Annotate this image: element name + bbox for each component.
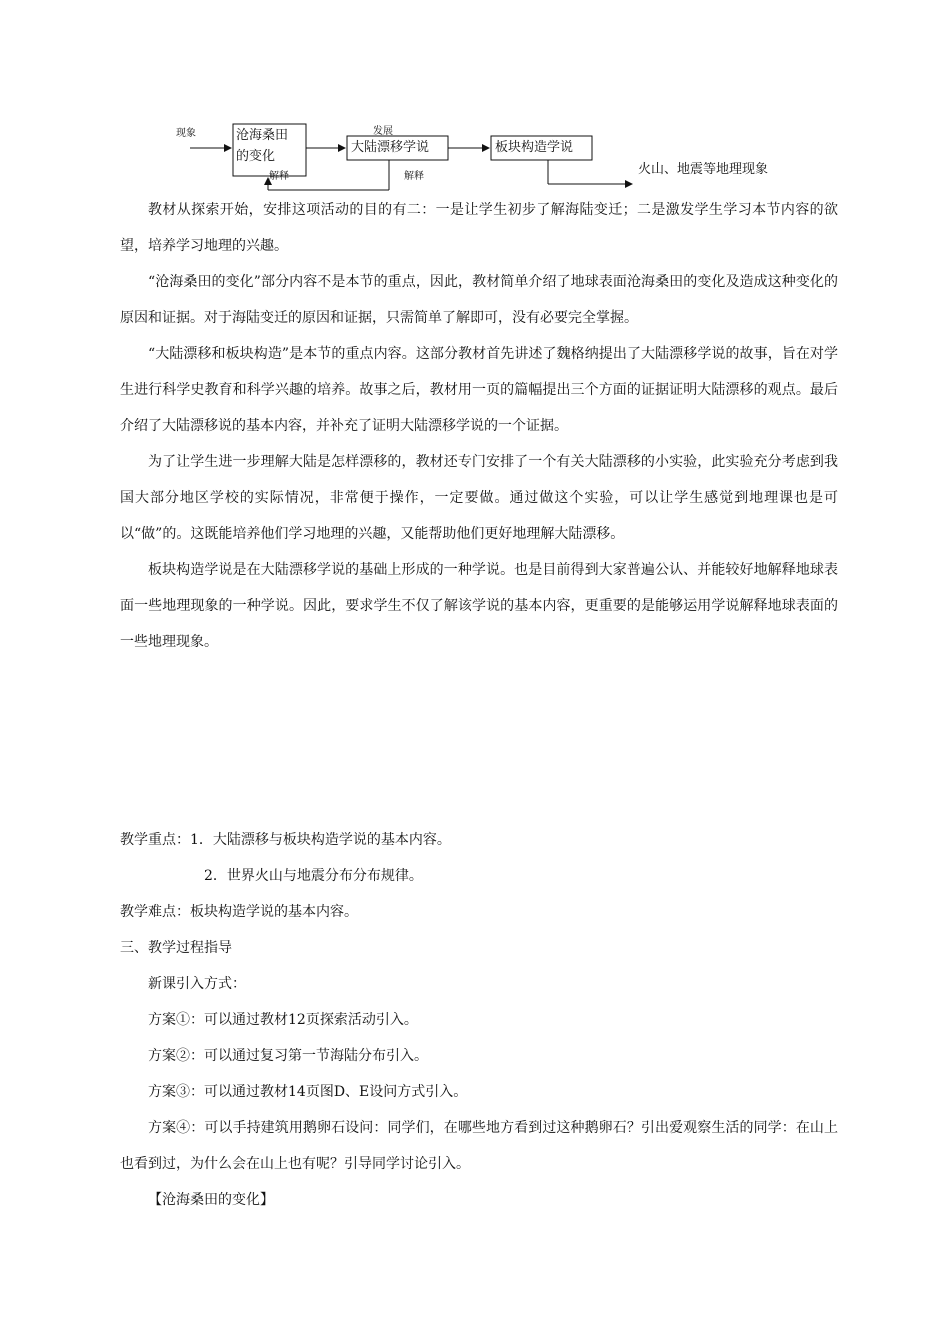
flow-diagram: [0, 0, 950, 200]
plan-4: 方案④：可以手持建筑用鹅卵石设问：同学们，在哪些地方看到过这种鹅卵石？引出爱观察生活的同学：在山上也看到过，为什么会在山上也有呢？引导同学讨论引入。: [120, 1120, 838, 1172]
paragraph-3: “大陆漂移和板块构造”是本节的重点内容。这部分教材首先讲述了魏格纳提出了大陆漂移学说的故事，旨在对学生进行科学史教育和科学兴趣的培养。故事之后，教材用一页的篇幅提出三个方面的证据证明大陆漂移的观点。最后介绍了大陆漂移说的基本内容，并补充了证明大陆漂移学说的一个证据。: [120, 346, 838, 434]
label-explain-right: 解释: [404, 171, 424, 182]
document-body: [120, 192, 838, 660]
label-explain-left: 解释: [269, 171, 289, 182]
plan-1: 方案①：可以通过教材12页探索活动引入。: [148, 1012, 418, 1028]
plan-3: 方案③：可以通过教材14页图D、E设问方式引入。: [148, 1084, 468, 1100]
key-points-1: 教学重点：1．大陆漂移与板块构造学说的基本内容。: [120, 832, 451, 848]
box-continental-drift: 大陆漂移学说: [351, 140, 430, 155]
box-change-line1: 沧海桑田: [236, 128, 289, 143]
intro-label: 新课引入方式：: [148, 976, 246, 992]
paragraph-5: 板块构造学说是在大陆漂移学说的基础上形成的一种学说。也是目前得到大家普遍公认、并能较好地解释地球表面一些地理现象的一种学说。因此，要求学生不仅了解该学说的基本内容，更重要的是能够运用学说解释地球表面的一些地理现象。: [120, 562, 838, 650]
result-phenomena: 火山、地震等地理现象: [638, 162, 769, 177]
paragraph-4: 为了让学生进一步理解大陆是怎样漂移的，教材还专门安排了一个有关大陆漂移的小实验，此实验充分考虑到我国大部分地区学校的实际情况，非常便于操作，一定要做。通过做这个实验，可以让学生感觉到地理课也是可以“做”的。这既能培养他们学习地理的兴趣，又能帮助他们更好地理解大陆漂移。: [120, 454, 838, 542]
label-develop: 发展: [373, 126, 393, 137]
difficulty: 教学难点：板块构造学说的基本内容。: [120, 904, 358, 920]
key-points-2: 2．世界火山与地震分布分布规律。: [204, 868, 423, 884]
diagram-lines: [0, 0, 950, 200]
subheading: 【沧海桑田的变化】: [148, 1192, 274, 1208]
paragraph-1: 教材从探索开始，安排这项活动的目的有二：一是让学生初步了解海陆变迁；二是激发学生学习本节内容的欲望，培养学习地理的兴趣。: [120, 202, 838, 254]
label-phenomenon: 现象: [176, 128, 196, 139]
paragraph-2: “沧海桑田的变化”部分内容不是本节的重点，因此，教材简单介绍了地球表面沧海桑田的变化及造成这种变化的原因和证据。对于海陆变迁的原因和证据，只需简单了解即可，没有必要完全掌握。: [120, 274, 838, 326]
box-plate-tectonics: 板块构造学说: [495, 140, 574, 155]
section-heading: 三、教学过程指导: [120, 940, 232, 956]
box-change-line2: 的变化: [236, 149, 276, 164]
teaching-points: [120, 822, 838, 1218]
plan-2: 方案②：可以通过复习第一节海陆分布引入。: [148, 1048, 428, 1064]
